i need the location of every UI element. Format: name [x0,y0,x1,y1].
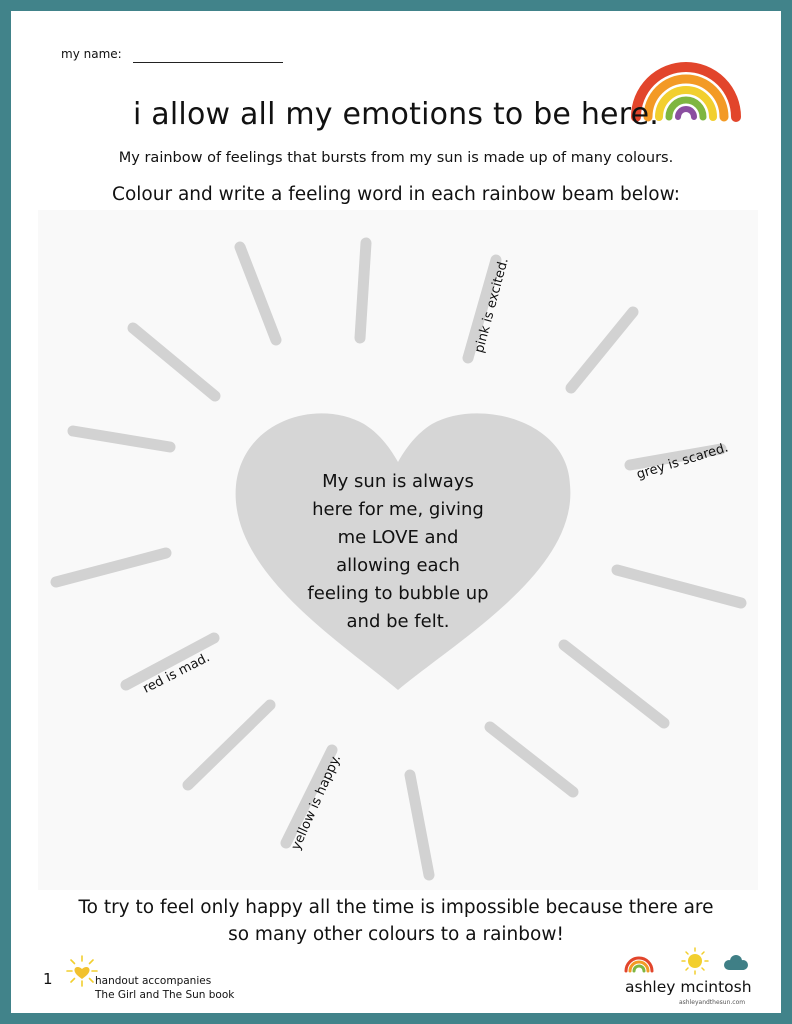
beam [56,553,166,582]
beam [571,312,633,388]
heart-line: me LOVE and [337,527,459,548]
brand-url: ashleyandthesun.com [679,999,746,1006]
beam [240,247,276,340]
heart-message [283,468,513,636]
page-title: i allow all my emotions to be here. [133,97,659,132]
sun-heart-icon [65,954,99,988]
beam-label-red: red is mad. [140,650,213,697]
page-subtitle: My rainbow of feelings that bursts from my sun is made up of many colours. [118,150,674,166]
beam-label-grey: grey is scared. [634,440,731,483]
handout-line: The Girl and The Sun book [95,989,235,1001]
beam [617,570,741,603]
brand-logo-icons [623,947,753,977]
page-number: 1 [43,970,53,988]
closing-line: so many other colours to a rainbow! [228,924,564,945]
rainbow-small-icon [626,958,652,971]
cloud-icon [724,955,748,970]
name-write-line[interactable] [133,62,283,63]
name-label: my name: [61,47,122,61]
beam [73,431,170,447]
heart-line: My sun is always [322,471,474,492]
heart-line: allowing each [336,555,460,576]
beam [360,243,366,338]
beam [490,727,573,792]
closing-message [11,894,781,948]
handout-line: handout accompanies [95,975,212,987]
heart-line: feeling to bubble up [307,583,489,604]
beam [188,705,270,785]
beam-label-yellow: yellow is happy. [288,752,345,853]
heart-line: and be felt. [346,611,450,632]
beam [410,775,429,875]
beam-label-pink: pink is excited. [471,256,512,355]
handout-note [95,974,234,1002]
heart-line: here for me, giving [312,499,484,520]
beam [133,328,215,396]
sun-small-icon [682,948,708,974]
beam [564,645,664,723]
brand-name: ashley mcintosh [625,978,752,996]
sun-illustration [38,210,758,890]
instruction-text: Colour and write a feeling word in each rainbow beam below: [112,184,680,205]
closing-line: To try to feel only happy all the time is impossible because there are [78,897,714,918]
worksheet-page [11,11,781,1013]
